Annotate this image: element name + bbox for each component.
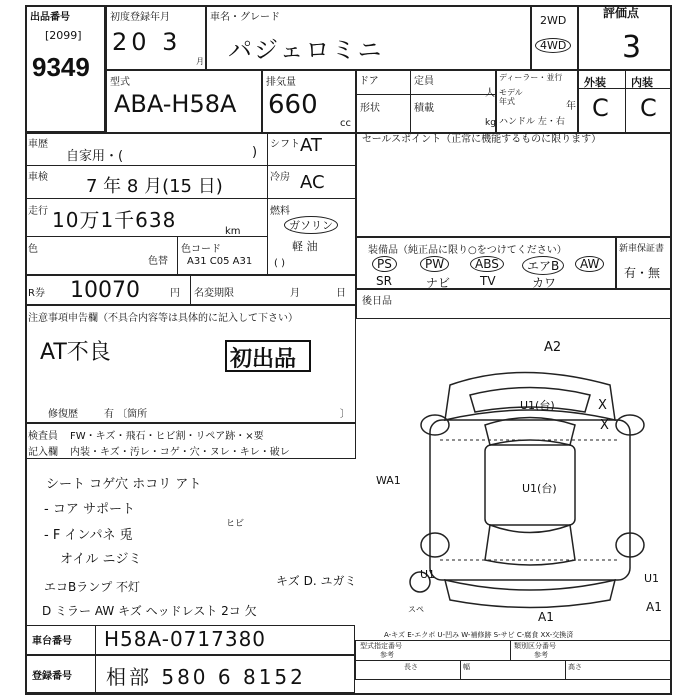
displacement-value: 660 [268, 90, 318, 120]
color-label: 色 [28, 244, 38, 255]
rear-seat-label: 後日品 [362, 296, 392, 307]
dmg-u1-top: U1(台) [520, 399, 555, 412]
year-unit: 年 [566, 101, 576, 112]
lot-sub: [2099] [45, 29, 82, 42]
fuel-label: 燃料 [270, 206, 290, 217]
dmg-spare: スペ [408, 605, 424, 614]
height-label: 高さ [568, 663, 582, 671]
first-reg-value: 20 3 [112, 28, 182, 56]
kg-unit: kg [485, 118, 496, 128]
cc-unit: cc [340, 118, 351, 129]
dmg-x2: X [600, 418, 609, 433]
first-reg-month-unit: 月 [196, 57, 204, 66]
repair-close: 〕 [340, 409, 350, 420]
displacement-label: 排気量 [266, 77, 296, 88]
equipment-label: 装備品（純正品に限り○をつけてください） [368, 245, 567, 256]
damage-legend: A-キズ E-エクボ U-凹み W-補修跡 S-サビ C-腐食 XX-交換済 [384, 631, 574, 639]
dmg-u1-mid: U1(台) [522, 482, 557, 495]
color-code-value: A31 C05 A31 [187, 256, 253, 267]
change-label: 名変期限 [194, 288, 234, 299]
registration-label: 登録番号 [32, 671, 72, 682]
history-value: 自家用・( [66, 149, 124, 164]
remark-side-note: ヒビ [226, 519, 245, 529]
width-label: 幅 [463, 663, 470, 671]
equip-navi: ナビ [426, 276, 451, 290]
chassis-value: H58A-0717380 [104, 627, 267, 651]
remark-line-6: キズ D. ユガミ [276, 574, 357, 588]
shift-value: AT [300, 135, 322, 156]
history-label: 車歴 [28, 139, 48, 150]
inspection-label: 車検 [28, 172, 48, 183]
stamp-text: 初出品 [230, 347, 297, 372]
repair-label: 修復歴 [48, 409, 78, 420]
dealer-label: ディーラー・並行 [499, 73, 563, 82]
interior-value: C [640, 94, 657, 122]
inspection-value: 7 年 8 月(15 日) [86, 176, 223, 197]
equip-sr: SR [376, 274, 392, 288]
dmg-u1-left: U1 [420, 568, 436, 581]
ac-value: AC [300, 172, 325, 193]
lot-label: 出品番号 [30, 12, 70, 23]
remark-line-2: - コア サポート [44, 502, 135, 517]
dmg-x1: X [598, 398, 607, 413]
equip-abs: ABS [470, 256, 504, 272]
inspector-row1: FW・キズ・飛石・ヒビ割・リペア跡・×要 [70, 431, 264, 442]
length-label: 長さ [404, 663, 418, 671]
history-close: ) [252, 145, 258, 160]
shift-label: シフト [270, 139, 300, 150]
remark-line-5: エコBランプ 不灯 [44, 580, 141, 594]
model-name-label: 車名・グレード [210, 12, 280, 23]
type-label: 型式 [110, 77, 130, 88]
model-name-value: パジェロミニ [228, 36, 384, 64]
model-no-ref: 参考 [380, 651, 394, 659]
inspector-label1: 検査員 [28, 431, 58, 442]
recycle-value: 10070 [70, 278, 140, 303]
capacity-unit: 人 [485, 88, 495, 99]
class-no-label: 類別区分番号 [514, 642, 556, 650]
type-value: ABA-H58A [114, 90, 237, 118]
recycle-label: R券 [28, 288, 45, 299]
dmg-u1-right: U1 [644, 572, 660, 585]
fuel-paren: ( ) [274, 258, 285, 269]
equip-airbag: エアB [522, 256, 564, 275]
exterior-label: 外装 [584, 76, 606, 89]
registration-value: 相部 580 6 8152 [106, 665, 306, 689]
fuel-diesel: 軽 油 [292, 240, 318, 253]
change-day: 日 [336, 288, 346, 299]
equip-aw: AW [575, 256, 604, 272]
inspector-label2: 記入欄 [28, 447, 58, 458]
score-label: 評価点 [603, 6, 640, 20]
ac-label: 冷房 [270, 172, 290, 183]
lot-number: 9349 [32, 52, 90, 82]
remark-line-4: オイル ニジミ [60, 552, 142, 567]
exterior-value: C [592, 94, 609, 122]
score-value: 3 [622, 30, 642, 65]
dmg-a1-right: A1 [646, 600, 662, 614]
interior-label: 内装 [631, 76, 653, 89]
remark-line-7: D ミラー AW キズ ヘッドレスト 2コ 欠 [42, 604, 257, 618]
remark-line-3: - F インパネ 兎 [44, 528, 133, 543]
warranty-value: 有・無 [624, 266, 661, 280]
model-year-label: モデル年式 [499, 88, 523, 106]
door-label: ドア [359, 76, 379, 87]
mileage-value: 10万1千638 [52, 208, 177, 232]
mileage-label: 走行 [28, 206, 48, 217]
handle-label: ハンドル 左・右 [499, 117, 565, 127]
model-no-label: 型式指定番号 [360, 642, 402, 650]
notes-value: AT不良 [40, 340, 111, 365]
km-unit: km [225, 226, 241, 237]
repair-value: 有 〔箇所 [104, 409, 148, 420]
color-no-label: 色替 [148, 256, 168, 267]
dmg-wa1: WA1 [376, 474, 401, 487]
color-code-label: 色コード [181, 244, 221, 255]
class-no-ref: 参考 [534, 651, 548, 659]
equip-ps: PS [372, 256, 397, 272]
warranty-label: 新車保証書 [619, 244, 665, 254]
yen-unit: 円 [170, 288, 180, 299]
inspector-row2: 内装・キズ・汚レ・コゲ・穴・ヌレ・キレ・破レ [70, 447, 290, 458]
sales-point-label: セールスポイント（正常に機能するものに限ります） [362, 134, 602, 145]
change-month: 月 [290, 288, 300, 299]
equip-tv: TV [480, 274, 496, 288]
equip-kawa: カワ [532, 276, 557, 290]
drive-4wd: 4WD [535, 38, 571, 53]
equip-pw: PW [420, 256, 449, 272]
dmg-a1-bottom: A1 [538, 610, 554, 624]
shape-label: 形状 [360, 103, 380, 114]
dmg-a2: A2 [544, 340, 562, 355]
fuel-gas: ガソリン [284, 216, 338, 234]
drive-2wd: 2WD [540, 14, 567, 27]
first-reg-label: 初度登録年月 [110, 12, 170, 23]
capacity-label: 定員 [414, 76, 434, 87]
notes-label: 注意事項申告欄（不具合内容等は具体的に記入して下さい） [28, 313, 298, 324]
remark-line-1: シート コゲ穴 ホコリ アト [46, 477, 202, 492]
chassis-label: 車台番号 [32, 636, 72, 647]
load-label: 積載 [414, 103, 434, 114]
